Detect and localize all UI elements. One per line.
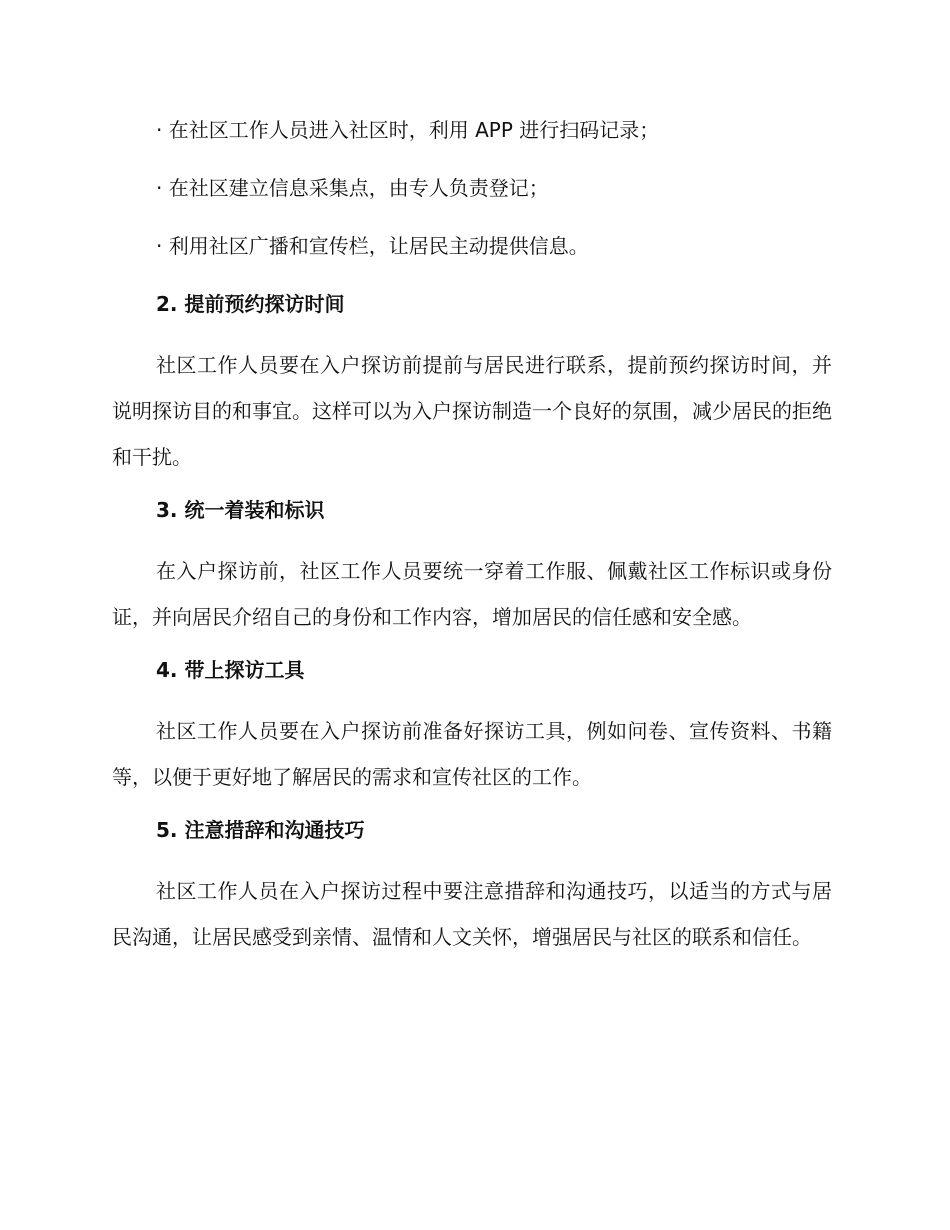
section-paragraph: 社区工作人员要在入户探访前提前与居民进行联系，提前预约探访时间，并说明探访目的和事宜。这样可以为入户探访制造一个良好的氛围，减少居民的拒绝和干扰。 (112, 353, 832, 469)
document-content (112, 112, 832, 972)
bullet-item: · 利用社区广播和宣传栏，让居民主动提供信息。 (156, 234, 589, 258)
section-paragraph: 社区工作人员要在入户探访前准备好探访工具，例如问卷、宣传资料、书籍等，以便于更好地了解居民的需求和宣传社区的工作。 (112, 719, 832, 789)
bullet-item: · 在社区建立信息采集点，由专人负责登记； (156, 176, 549, 200)
section-heading: 4. 带上探访工具 (156, 658, 305, 682)
bullet-item: · 在社区工作人员进入社区时，利用 APP 进行扫码记录； (156, 118, 660, 142)
section-heading: 3. 统一着装和标识 (156, 498, 325, 522)
section-heading: 2. 提前预约探访时间 (156, 292, 345, 316)
section-paragraph: 在入户探访前，社区工作人员要统一穿着工作服、佩戴社区工作标识或身份证，并向居民介绍自己的身份和工作内容，增加居民的信任感和安全感。 (112, 559, 832, 629)
section-heading: 5. 注意措辞和沟通技巧 (156, 818, 365, 842)
section-paragraph: 社区工作人员在入户探访过程中要注意措辞和沟通技巧，以适当的方式与居民沟通，让居民感受到亲情、温情和人文关怀，增强居民与社区的联系和信任。 (112, 879, 832, 949)
